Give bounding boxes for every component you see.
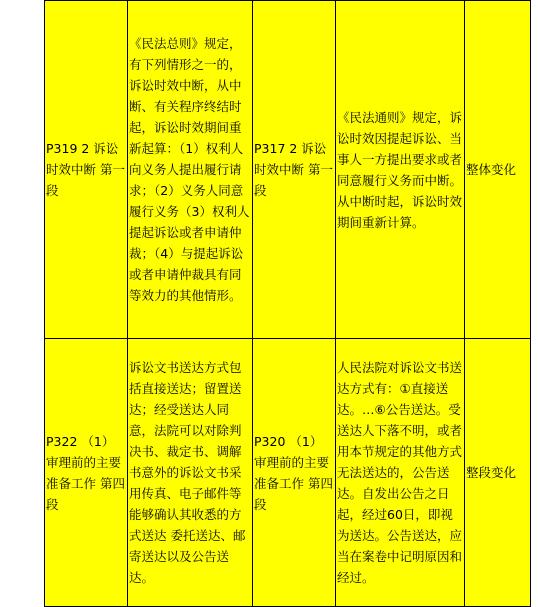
change-type-text: 整段变化	[466, 465, 517, 480]
new-reference-text: P317 2 诉讼时效中断 第一段	[254, 141, 333, 198]
old-content-cell	[128, 339, 253, 607]
new-content-text: 《民法通则》规定，诉讼时效因提起诉讼、当事人一方提出要求或者同意履行义务而中断。从中断时起，诉讼时效期间重新计算。	[337, 109, 463, 230]
old-content-text: 诉讼文书送达方式包括直接送达；留置送达；经受送达人同意，法院可以对除判决书、裁定书、调解书意外的诉讼文书采用传真、电子邮件等能够确认其收悉的方式送达 委托送达、邮寄送达以及公告送达。	[129, 360, 246, 585]
new-reference-cell	[253, 339, 336, 607]
change-type-text: 整体变化	[466, 162, 517, 177]
new-content-cell	[336, 1, 465, 339]
old-reference-cell	[45, 1, 128, 339]
table-row	[45, 339, 531, 607]
new-content-cell	[336, 339, 465, 607]
comparison-table	[44, 0, 531, 607]
new-reference-text: P320 （1）审理前的主要准备工作 第四段	[254, 433, 333, 512]
new-reference-cell	[253, 1, 336, 339]
old-content-cell	[128, 1, 253, 339]
table-row	[45, 1, 531, 339]
old-reference-cell	[45, 339, 128, 607]
old-reference-text: P322 （1）审理前的主要准备工作 第四段	[46, 433, 125, 512]
new-content-text: 人民法院对诉讼文书送达方式有：①直接送达。…⑥公告送达。受送达人下落不明，或者用本节规定的其他方式无法送达的，公告送达。自发出公告之日起，经过60日，即视为送达。公告送达，应当在案卷中记明原因和经过。	[337, 360, 463, 585]
change-type-cell	[465, 1, 531, 339]
old-reference-text: P319 2 诉讼时效中断 第一段	[46, 141, 125, 198]
change-type-cell	[465, 339, 531, 607]
old-content-text: 《民法总则》规定，有下列情形之一的，诉讼时效中断，从中断、有关程序终结时起，诉讼时效期间重新起算：（1）权利人向义务人提出履行请求；（2）义务人同意履行义务（3）权利人提起诉讼或者申请仲裁；（4）与提起诉讼或者申请仲裁具有同等效力的其他情形。	[129, 36, 250, 303]
